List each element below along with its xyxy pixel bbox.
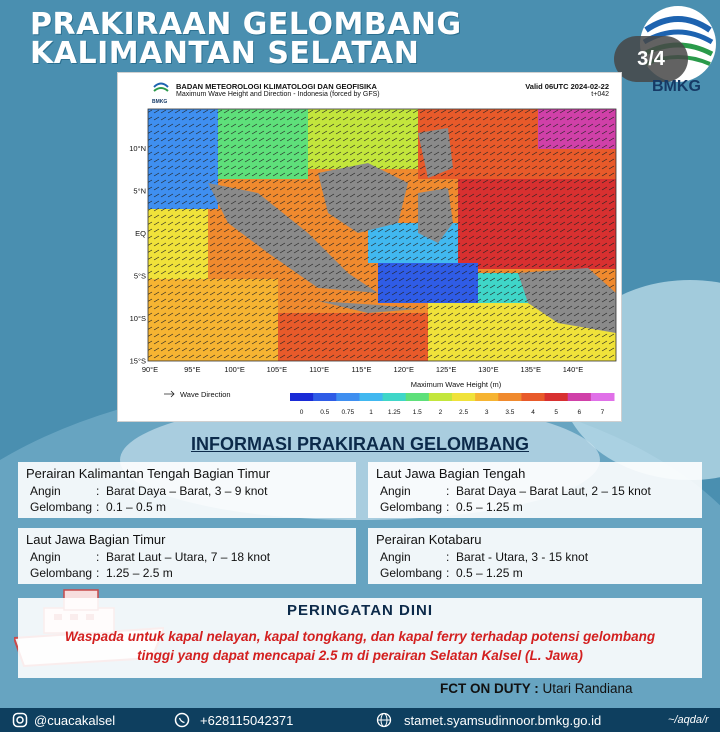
page-title: [30, 7, 462, 71]
longitude-label: 110°E: [309, 365, 330, 374]
colorbar-tick-label: 2: [438, 409, 443, 416]
warning-title: PERINGATAN DINI: [286, 602, 434, 619]
map-agency: BADAN METEOROLOGI KLIMATOLOGI DAN GEOFISIKA: [176, 82, 377, 91]
colorbar-tick-label: 3.5: [505, 409, 515, 416]
latitude-label: 5°S: [133, 271, 146, 281]
direction-legend: [164, 390, 231, 399]
colorbar-swatch: [591, 393, 615, 401]
wave-map-card: [117, 72, 622, 422]
warning-line-1: Waspada untuk kapal nelayan, kapal tongkang, dan kapal ferry terhadap potensi gelombang: [64, 629, 656, 644]
wind-value: Barat Daya – Barat Laut, 2 – 15 knot: [456, 484, 651, 498]
latitude-label: 10°S: [129, 314, 146, 323]
longitude-labels: [142, 365, 583, 374]
wave-height-map: [118, 73, 623, 423]
colorbar-swatch: [313, 393, 337, 401]
region-name: Perairan Kotabaru: [376, 532, 482, 547]
map-lead-time: t+042: [591, 91, 609, 98]
wind-label: Angin: [30, 484, 61, 498]
colorbar-swatch: [359, 393, 383, 401]
longitude-label: 115°E: [351, 365, 372, 374]
colorbar-tick-label: 1.5: [412, 409, 422, 416]
colorbar-tick-label: 3: [484, 409, 489, 416]
longitude-label: 125°E: [435, 365, 457, 374]
longitude-label: 95°E: [184, 365, 201, 374]
colorbar-swatch: [429, 393, 453, 401]
colorbar-title: Maximum Wave Height (m): [410, 380, 502, 389]
colorbar-swatch: [568, 393, 592, 401]
region-card: Perairan Kalimantan Tengah Bagian Timur Angin : Barat Daya – Barat, 3 – 9 knot Gelombang : 0.1 – 0.5 m: [18, 462, 356, 518]
wind-value: Barat Daya – Barat, 3 – 9 knot: [106, 484, 268, 498]
wave-value: 0.5 – 1.25 m: [456, 500, 523, 514]
colorbar-tick-label: 4: [531, 409, 535, 416]
wave-label: Gelombang: [30, 566, 93, 580]
direction-legend-label: Wave Direction: [180, 390, 231, 399]
page-indicator-badge: 3/4: [614, 36, 688, 82]
colorbar: [290, 393, 615, 416]
longitude-label: 105°E: [266, 365, 288, 374]
whatsapp-contact[interactable]: [174, 712, 293, 728]
longitude-label: 135°E: [520, 365, 541, 374]
colorbar-swatch: [290, 393, 314, 401]
signature: ~/aqda/r: [668, 714, 709, 726]
fct-label: FCT ON DUTY :: [440, 681, 539, 696]
colorbar-tick-label: 1.25: [387, 409, 401, 416]
latitude-label: EQ: [135, 229, 146, 238]
wave-direction-arrow-icon: [164, 391, 174, 397]
region-card: Laut Jawa Bagian Tengah Angin : Barat Daya – Barat Laut, 2 – 15 knot Gelombang : 0.5 – 1.25 m: [368, 462, 702, 518]
wave-label: Gelombang: [30, 500, 93, 514]
wave-value: 1.25 – 2.5 m: [106, 566, 173, 580]
colorbar-tick-label: 6: [577, 409, 582, 416]
wave-value: 0.1 – 0.5 m: [106, 500, 167, 514]
wind-label: Angin: [380, 550, 411, 564]
colorbar-swatch: [521, 393, 545, 401]
latitude-labels: [129, 144, 146, 366]
colorbar-tick-label: 0.5: [320, 409, 330, 416]
colorbar-swatch: [452, 393, 476, 401]
website-url: stamet.syamsudinnoor.bmkg.go.id: [404, 712, 602, 728]
longitude-label: 130°E: [478, 365, 499, 374]
latitude-label: 5°N: [133, 186, 146, 196]
warning-line-2: tinggi yang dapat mencapai 2.5 m di perairan Selatan Kalsel (L. Jawa): [137, 648, 583, 663]
brand-label: BMKG: [652, 78, 701, 95]
latitude-label: 10°N: [129, 144, 146, 153]
latitude-label: 15°S: [129, 356, 146, 366]
map-subtitle: Maximum Wave Height and Direction - Indonesia (forced by GFS): [176, 91, 380, 98]
region-card: Perairan Kotabaru Angin : Barat - Utara, 3 - 15 knot Gelombang : 0.5 – 1.25 m: [368, 528, 702, 584]
globe-icon: [376, 712, 392, 728]
fct-on-duty: [440, 681, 633, 696]
wind-value: Barat - Utara, 3 - 15 knot: [456, 550, 589, 564]
early-warning-box: [18, 598, 702, 678]
longitude-label: 90°E: [141, 365, 159, 374]
colorbar-swatch: [336, 393, 360, 401]
colorbar-swatch: [406, 393, 430, 401]
colorbar-tick-label: 7: [600, 409, 605, 416]
wave-label: Gelombang: [380, 566, 443, 580]
region-name: Perairan Kalimantan Tengah Bagian Timur: [26, 466, 271, 481]
colorbar-tick-label: 0: [299, 409, 304, 416]
whatsapp-icon: [174, 712, 190, 728]
colorbar-swatch: [383, 393, 407, 401]
colorbar-tick-label: 2.5: [459, 409, 469, 416]
instagram-icon: [12, 712, 28, 728]
warning-text: [18, 627, 702, 665]
title-line-1: PRAKIRAAN GELOMBANG: [30, 7, 462, 42]
longitude-label: 100°E: [224, 365, 245, 374]
colorbar-swatch: [545, 393, 569, 401]
whatsapp-number: +628115042371: [200, 712, 294, 728]
map-field: [148, 109, 616, 361]
mini-logo-label: BMKG: [152, 99, 168, 105]
wave-label: Gelombang: [380, 500, 443, 514]
instagram-contact[interactable]: [12, 712, 115, 728]
region-card: Laut Jawa Bagian Timur Angin : Barat Laut – Utara, 7 – 18 knot Gelombang : 1.25 – 2.5 m: [18, 528, 356, 584]
colorbar-tick-label: 1: [369, 409, 373, 416]
region-name: Laut Jawa Bagian Tengah: [376, 466, 526, 481]
colorbar-tick-label: 5: [554, 409, 558, 416]
info-section-title: INFORMASI PRAKIRAAN GELOMBANG: [191, 434, 529, 454]
wind-label: Angin: [30, 550, 61, 564]
instagram-handle: @cuacakalsel: [34, 712, 116, 728]
region-name: Laut Jawa Bagian Timur: [26, 532, 166, 547]
wind-label: Angin: [380, 484, 411, 498]
website-link[interactable]: [376, 712, 601, 728]
longitude-label: 140°E: [562, 365, 584, 374]
colorbar-tick-label: 0.75: [341, 409, 355, 416]
wind-value: Barat Laut – Utara, 7 – 18 knot: [106, 550, 271, 564]
longitude-label: 120°E: [393, 365, 415, 374]
wave-value: 0.5 – 1.25 m: [456, 566, 523, 580]
title-line-2: KALIMANTAN SELATAN: [30, 36, 420, 71]
footer-bar: [0, 708, 720, 732]
fct-name: Utari Randiana: [542, 681, 633, 696]
map-valid-time: Valid 06UTC 2024-02-22: [525, 82, 609, 91]
colorbar-swatch: [498, 393, 522, 401]
colorbar-swatch: [475, 393, 499, 401]
